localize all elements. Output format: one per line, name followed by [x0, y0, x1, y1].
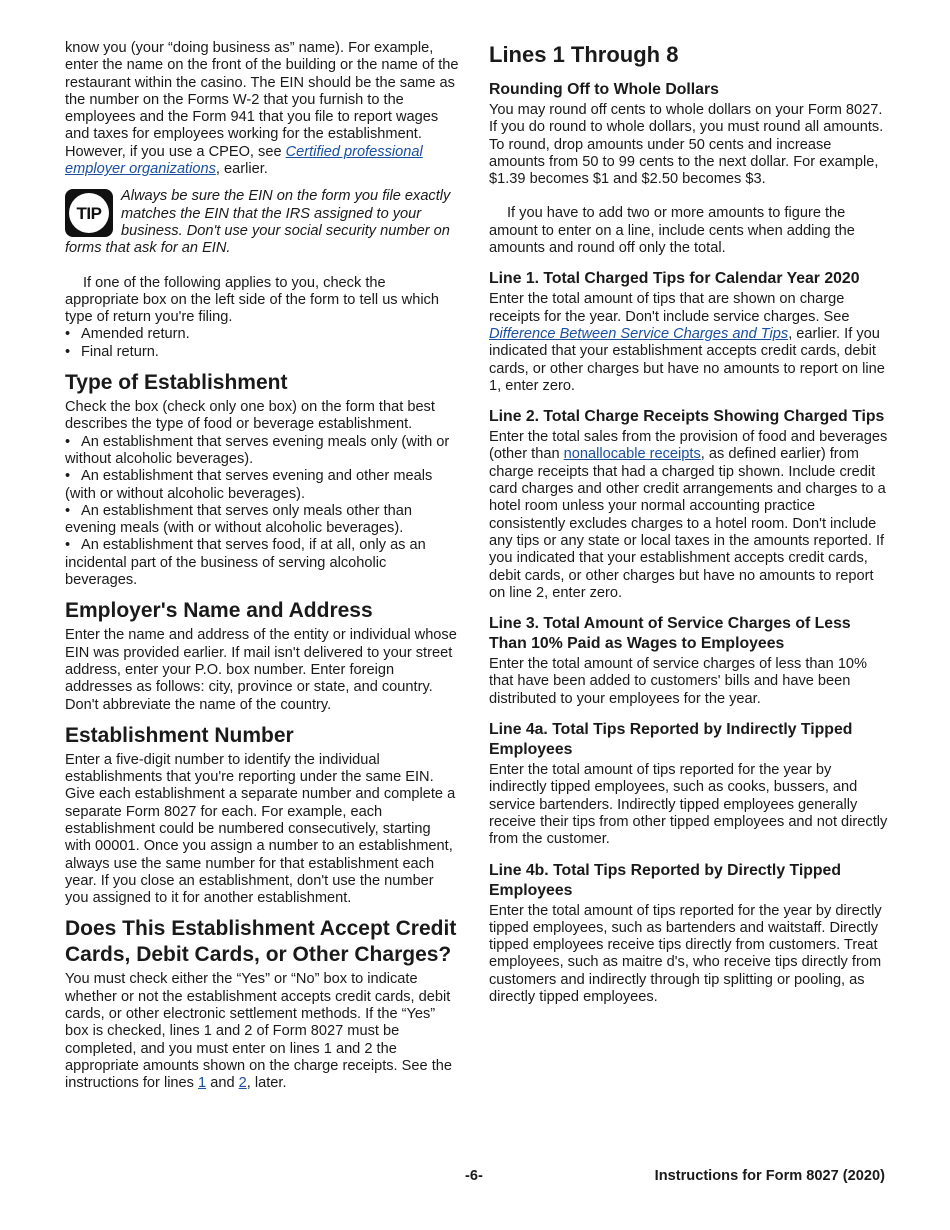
left-column: [65, 40, 460, 1093]
line-2-link[interactable]: 2: [238, 1075, 247, 1092]
return-type-list: [65, 326, 460, 361]
establishment-type-paragraph: Check the box (check only one box) on the form that best describes the type of food or beverage establishment.: [65, 399, 435, 433]
rounding-paragraph-2: If you have to add two or more amounts to figure the amount to enter on a line, include cents when adding the amounts and round off only the total.: [489, 205, 855, 257]
employer-heading: Employer's Name and Address: [65, 599, 373, 623]
intro-paragraph: know you (your “doing business as” name). For example, enter the name on the front of the building or the name of the restaurant within the casino. The EIN should be the same as the number on the Forms W-2 that you furnish to the employees and the Form 941 that you file to report wages and taxes for employees working for the establishment. However, if you use a CPEO, see Certified professional employer organizations, earlier.: [65, 40, 459, 178]
line-1-link[interactable]: 1: [198, 1075, 207, 1092]
form-title: Instructions for Form 8027 (2020): [654, 1168, 885, 1184]
lines-heading: Lines 1 Through 8: [489, 42, 679, 67]
list-item: • Final return.: [65, 343, 159, 360]
line3-heading: Line 3. Total Amount of Service Charges of Less Than 10% Paid as Wages to Employees: [489, 615, 851, 653]
list-item: • An establishment that serves evening and other meals (with or without alcoholic beverages).: [65, 468, 433, 502]
establishment-type-heading: Type of Establishment: [65, 371, 288, 395]
line1-paragraph: Enter the total amount of tips that are shown on charge receipts for the year. Don't include service charges. See Difference Between Service Charges and Tips, earlier. If you indicated that your establishment accepts credit cards, debit cards, or other charges but have no amounts to report on line 1, enter zero.: [489, 291, 885, 394]
right-column: [489, 40, 889, 1006]
line4b-paragraph: Enter the total amount of tips reported for the year by directly tipped employees, such as bartenders and waitstaff. Directly tipped employees receive tips directly from customers. Treat employees, such as maitre d's, who receive tips directly from customers and indirectly through tip splitting or pooling, as directly tipped employees.: [489, 902, 882, 1005]
rounding-heading: Rounding Off to Whole Dollars: [489, 81, 719, 98]
tip-text: Always be sure the EIN on the form you file exactly matches the EIN that the IRS assigned to your business. Don't use your social security number on forms that ask for an EIN.: [65, 188, 451, 257]
line4b-heading: Line 4b. Total Tips Reported by Directly Tipped Employees: [489, 861, 841, 899]
line4a-heading: Line 4a. Total Tips Reported by Indirectly Tipped Employees: [489, 721, 853, 759]
nonallocable-receipts-link[interactable]: nonallocable receipts: [563, 446, 701, 463]
line1-heading: Line 1. Total Charged Tips for Calendar Year 2020: [489, 270, 860, 288]
line2-heading: Line 2. Total Charge Receipts Showing Charged Tips: [489, 408, 885, 426]
tip-icon: TIP: [65, 189, 113, 237]
list-item: • An establishment that serves food, if at all, only as an incidental part of the business of serving alcoholic beverages.: [65, 537, 426, 589]
line3-paragraph: Enter the total amount of service charges of less than 10% that have been added to customers' bills and have been distributed to your employees for the year.: [489, 656, 868, 707]
list-item: • An establishment that serves evening meals only (with or without alcoholic beverages).: [65, 433, 450, 467]
establishment-number-heading: Establishment Number: [65, 723, 294, 747]
credit-cards-paragraph: You must check either the “Yes” or “No” box to indicate whether or not the establishment accepts credit cards, debit cards, or other electronic settlement methods. If the “Yes” box is checked, lines 1 and 2 of Form 8027 must be completed, and you must enter on lines 1 and 2 the appropriate amounts shown on the charge receipts. See the instructions for lines 1 and 2, later.: [65, 971, 452, 1092]
list-item: • An establishment that serves only meals other than evening meals (with or without alcoholic beverages).: [65, 502, 412, 537]
line2-paragraph: Enter the total sales from the provision of food and beverages (other than nonallocable receipts, as defined earlier) from charge receipts that had a charged tip shown. Include credit card charges and other credit arrangements and charges to a hotel room unless your normal accounting practice consistently excludes charges to a hotel room. Don't include any tips or any state or local taxes in the amounts reported. If you indicated that your establishment accepts credit cards, debit cards, or other charges but have no amounts to report on line 2, enter zero.: [489, 429, 888, 601]
tip-box: [65, 188, 460, 257]
return-type-paragraph: If one of the following applies to you, check the appropriate box on the left side of the form to tell us which type of return you're filing.: [65, 274, 439, 326]
rounding-paragraph: You may round off cents to whole dollars on your Form 8027. If you do round to whole dollars, you must round all amounts. To round, drop amounts under 50 cents and increase amounts from 50 to 99 cents to the next dollar. For example, $1.39 becomes $1 and $2.50 becomes $3.: [489, 102, 884, 188]
line4a-paragraph: Enter the total amount of tips reported for the year by indirectly tipped employees, such as cooks, bussers, and service bartenders. Indirectly tipped employees generally receive their tips from other tipped employees and not directly from the customer.: [489, 762, 888, 848]
credit-cards-heading: Does This Establishment Accept Credit Cards, Debit Cards, or Other Charges?: [65, 917, 457, 967]
page-number: -6-: [465, 1168, 483, 1184]
list-item: • Amended return.: [65, 326, 190, 343]
employer-paragraph: Enter the name and address of the entity or individual whose EIN was provided earlier. If mail isn't delivered to your street address, enter your P.O. box number. Enter foreign addresses as follows: city, province or state, and country. Don't abbreviate the name of the country.: [65, 627, 457, 713]
establishment-number-paragraph: Enter a five-digit number to identify the individual establishments that you're reporting under the same EIN. Give each establishment a separate number and complete a separate Form 8027 for each. For example, each establishment could be numbered consecutively, starting with 00001. Once you assign a number to an establishment, always use the same number for that establishment each year. If you close an establishment, don't use the number you assigned to it for another establishment.: [65, 751, 456, 907]
establishment-type-list: [65, 434, 460, 590]
service-charges-link[interactable]: Difference Between Service Charges and Tips: [489, 325, 789, 342]
cpeo-link[interactable]: Certified professional employer organizations: [65, 143, 423, 178]
